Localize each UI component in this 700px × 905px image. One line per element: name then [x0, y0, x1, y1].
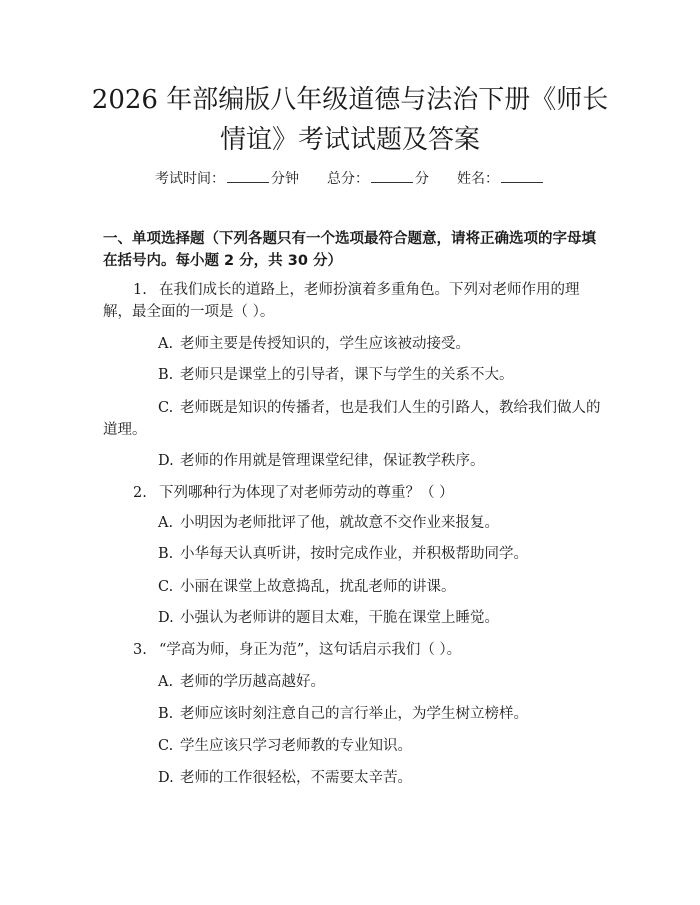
option-1d	[103, 450, 603, 472]
option-letter: D.	[158, 610, 174, 626]
option-text: 老师的作用就是管理课堂纪律，保证教学秩序。	[180, 453, 485, 469]
option-2a	[103, 512, 603, 534]
section-heading: 一、单项选择题（下列各题只有一个选项最符合题意，请将正确选项的字母填在括号内。每小题 2 分，共 30 分）	[103, 231, 596, 269]
score-label: 总分：	[327, 171, 369, 187]
question-number: 2.	[133, 485, 147, 501]
question-stem: 下列哪种行为体现了对老师劳动的尊重？（ ）	[159, 485, 454, 501]
option-text: 老师的学历越高越好。	[180, 674, 325, 690]
question-3	[103, 639, 603, 661]
option-text: 学生应该只学习老师教的专业知识。	[180, 738, 412, 754]
option-1b	[103, 364, 603, 386]
option-letter: C.	[158, 738, 174, 754]
option-letter: C.	[158, 400, 174, 416]
option-text: 老师只是课堂上的引导者，课下与学生的关系不大。	[180, 367, 514, 383]
option-text: 老师主要是传授知识的，学生应该被动接受。	[180, 336, 470, 352]
option-text: 老师的工作很轻松，不需要太辛苦。	[180, 770, 412, 786]
option-3a	[103, 671, 603, 693]
question-number: 1.	[133, 282, 147, 298]
option-letter: B.	[158, 546, 174, 562]
option-3c	[103, 735, 603, 757]
option-text: 小华每天认真听讲，按时完成作业，并积极帮助同学。	[180, 546, 528, 562]
option-2c	[103, 576, 603, 598]
option-2b	[103, 543, 603, 565]
option-letter: D.	[158, 770, 174, 786]
option-1a	[103, 333, 603, 355]
option-text: 小强认为老师讲的题目太难，干脆在课堂上睡觉。	[180, 610, 499, 626]
option-1c	[103, 397, 603, 441]
option-text: 小丽在课堂上故意捣乱，扰乱老师的讲课。	[180, 579, 456, 595]
option-text: 老师应该时刻注意自己的言行举止，为学生树立榜样。	[180, 706, 528, 722]
option-letter: A.	[158, 515, 174, 531]
score-blank	[371, 168, 413, 183]
page-title-line-1: 2026 年部编版八年级道德与法治下册《师长	[91, 85, 609, 115]
option-text: 小明因为老师批评了他，就故意不交作业来报复。	[180, 515, 499, 531]
option-2d	[103, 607, 603, 629]
page-title-line-2: 情谊》考试试题及答案	[219, 125, 480, 155]
time-unit: 分钟	[271, 171, 299, 187]
option-letter: C.	[158, 579, 174, 595]
question-2	[103, 482, 603, 504]
option-letter: B.	[158, 706, 174, 722]
option-letter: A.	[158, 336, 174, 352]
question-number: 3.	[133, 642, 147, 658]
option-3d	[103, 767, 603, 789]
option-letter: A.	[158, 674, 174, 690]
question-1	[103, 279, 603, 323]
option-letter: B.	[158, 367, 174, 383]
time-label: 考试时间：	[155, 171, 225, 187]
name-blank	[501, 168, 543, 183]
option-3b	[103, 703, 603, 725]
name-label: 姓名：	[457, 171, 499, 187]
option-letter: D.	[158, 453, 174, 469]
question-stem: “学高为师，身正为范”，这句话启示我们（ ）。	[159, 642, 462, 658]
exam-info-row	[0, 168, 700, 189]
time-blank	[227, 168, 269, 183]
question-stem: 在我们成长的道路上，老师扮演着多重角色。下列对老师作用的理解，最全面的一项是（ ）。	[103, 282, 580, 320]
score-unit: 分	[415, 171, 429, 187]
option-text: 老师既是知识的传播者，也是我们人生的引路人，教给我们做人的道理。	[103, 400, 601, 438]
